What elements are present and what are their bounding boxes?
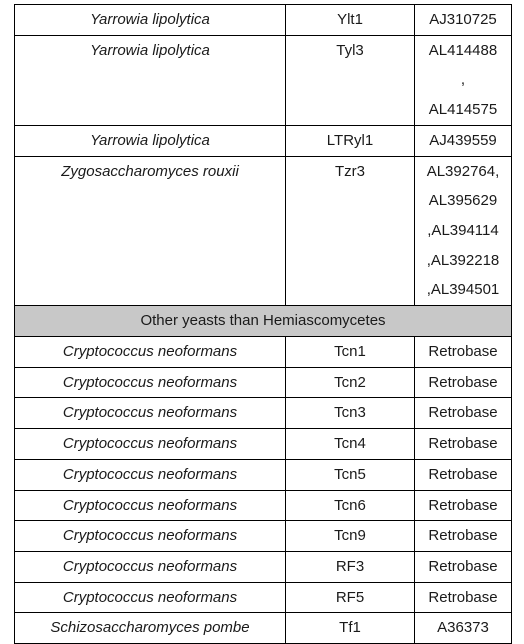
accession-line: , [460, 71, 466, 89]
element-cell: LTRyl1 [286, 125, 415, 156]
accession-line: AL392764, [426, 162, 500, 180]
accession-line: AL414575 [428, 101, 498, 119]
element-cell: Tcn3 [286, 398, 415, 429]
species-cell: Yarrowia lipolytica [15, 35, 286, 125]
species-cell: Schizosaccharomyces pombe [15, 613, 286, 644]
element-cell: Tzr3 [286, 156, 415, 306]
species-cell: Cryptococcus neoformans [15, 459, 286, 490]
accession-cell: Retrobase [415, 337, 512, 368]
species-cell: Yarrowia lipolytica [15, 125, 286, 156]
species-cell: Yarrowia lipolytica [15, 5, 286, 36]
table-row [15, 613, 512, 644]
species-cell: Cryptococcus neoformans [15, 429, 286, 460]
accession-line: AJ439559 [429, 131, 497, 149]
species-cell: Cryptococcus neoformans [15, 551, 286, 582]
table-row [15, 337, 512, 368]
table-row [15, 490, 512, 521]
table-row [15, 125, 512, 156]
table-row [15, 521, 512, 552]
accession-line: AJ310725 [429, 11, 497, 28]
accession-cell [415, 35, 512, 125]
section-row [15, 306, 512, 337]
accession-line: AL395629 [428, 192, 498, 210]
element-cell: Tcn9 [286, 521, 415, 552]
element-cell: Tcn5 [286, 459, 415, 490]
table-row [15, 582, 512, 613]
element-cell: Tf1 [286, 613, 415, 644]
element-cell: Tyl3 [286, 35, 415, 125]
accession-cell: Retrobase [415, 521, 512, 552]
accession-cell: Retrobase [415, 582, 512, 613]
species-cell: Cryptococcus neoformans [15, 521, 286, 552]
accession-line: ,AL392218 [426, 251, 500, 269]
section-heading: Other yeasts than Hemiascomycetes [15, 306, 512, 337]
species-cell: Cryptococcus neoformans [15, 398, 286, 429]
table-row [15, 35, 512, 125]
accession-cell [415, 125, 512, 156]
element-cell: Ylt1 [286, 5, 415, 36]
accession-line: ,AL394501 [426, 281, 500, 299]
species-cell: Cryptococcus neoformans [15, 367, 286, 398]
element-cell: Tcn2 [286, 367, 415, 398]
element-cell: Tcn1 [286, 337, 415, 368]
species-cell: Cryptococcus neoformans [15, 582, 286, 613]
accession-cell: Retrobase [415, 398, 512, 429]
element-cell: Tcn4 [286, 429, 415, 460]
table-row [15, 367, 512, 398]
element-cell: RF3 [286, 551, 415, 582]
table-row [15, 459, 512, 490]
table-row [15, 156, 512, 306]
element-cell: RF5 [286, 582, 415, 613]
accession-cell: A36373 [415, 613, 512, 644]
table-body [15, 5, 512, 644]
accession-cell [415, 5, 512, 36]
accession-cell: Retrobase [415, 551, 512, 582]
accession-cell: Retrobase [415, 429, 512, 460]
table-row [15, 398, 512, 429]
species-cell: Cryptococcus neoformans [15, 337, 286, 368]
species-cell: Cryptococcus neoformans [15, 490, 286, 521]
accession-line: AL414488 [428, 41, 498, 59]
table-row [15, 429, 512, 460]
accession-cell: Retrobase [415, 459, 512, 490]
accession-cell [415, 156, 512, 306]
accession-cell: Retrobase [415, 367, 512, 398]
accession-line: ,AL394114 [427, 221, 499, 239]
species-cell: Zygosaccharomyces rouxii [15, 156, 286, 306]
element-cell: Tcn6 [286, 490, 415, 521]
retrotransposon-table [14, 4, 512, 644]
table-row [15, 5, 512, 36]
table-row [15, 551, 512, 582]
accession-cell: Retrobase [415, 490, 512, 521]
